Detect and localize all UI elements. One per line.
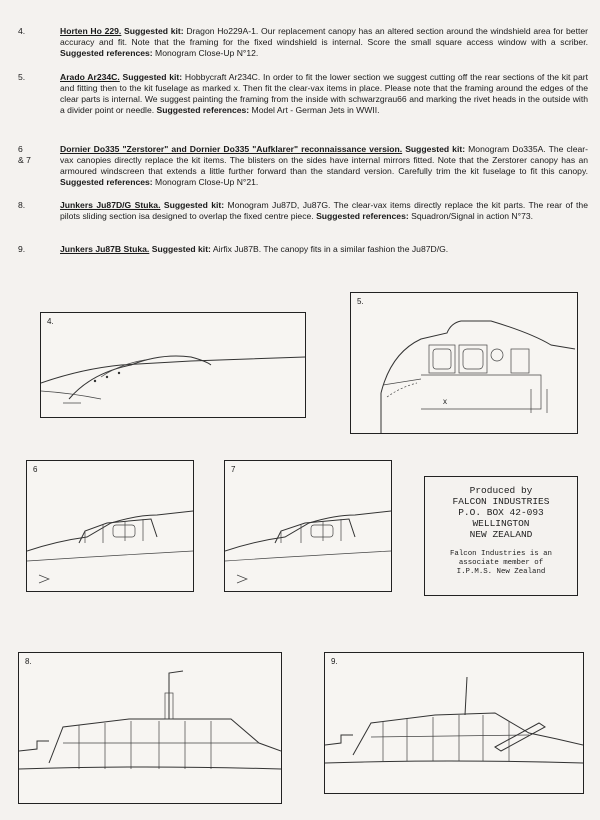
instruction-entry-5 [18, 72, 588, 132]
stamp-po-box: P.O. BOX 42-093 [458, 507, 544, 518]
entry-title: Arado Ar234C. [60, 72, 120, 82]
ref-label: Suggested references: [156, 105, 250, 115]
entry-text: Dragon Ho229A-1. Our replacement canopy has an altered section around the windshield area for better accuracy and fit. Note that the framing for the fixed windshield is internal. Score the small square access window with a scriber. [60, 26, 588, 47]
stamp-country: NEW ZEALAND [469, 529, 533, 540]
diagram-panel-7 [224, 460, 392, 592]
arado-cockpit-drawing [351, 293, 577, 433]
panel-label: 5. [357, 297, 364, 306]
stamp-produced-by: Produced by [469, 485, 533, 496]
panel-label: 9. [331, 657, 338, 666]
panel-label: 8. [25, 657, 32, 666]
do335-aufklarer-drawing [225, 461, 391, 591]
entry-body [60, 200, 588, 222]
diagram-panel-9 [324, 652, 584, 794]
diagram-panel-4 [40, 312, 306, 418]
kit-label: Suggested kit: [160, 200, 225, 210]
ref-text: Squadron/Signal in action N°73. [408, 211, 534, 221]
entry-body [60, 72, 588, 116]
do335-zerstorer-drawing [27, 461, 193, 591]
entry-title: Junkers Ju87B Stuka. [60, 244, 150, 254]
stamp-note-line2: associate member of [458, 559, 544, 567]
entry-text: Monogram Ju87D, Ju87G. The clear-vax items directly replace the kit parts. The rear of the pilots sliding section isa designed to overlap the fixed centre piece. [60, 200, 588, 221]
instruction-entry-6-7 [18, 144, 588, 192]
stamp-note-line1: Falcon Industries is an [449, 550, 552, 558]
entry-text: Airfix Ju87B. The canopy fits in a similar fashion the Ju87D/G. [210, 244, 449, 254]
diagram-panel-6 [26, 460, 194, 592]
entry-title: Dornier Do335 "Zerstorer" and Dornier Do335 "Aufklarer" reconnaissance version. [60, 144, 403, 154]
entry-body [60, 244, 588, 255]
ref-text: Monogram Close-Up N°12. [152, 48, 259, 58]
entry-number-second: & 7 [18, 155, 31, 165]
x-mark: x [443, 397, 447, 406]
entry-number: 8. [18, 200, 26, 210]
diagram-panel-5 [350, 292, 578, 434]
stamp-note-line3: I.P.M.S. New Zealand [456, 568, 546, 576]
stamp-company: FALCON INDUSTRIES [452, 496, 550, 507]
entry-text: Hobbycraft Ar234C. In order to fit the lower section we suggest cutting off the rear sections of the kit part and fitting then to the kit fuselage as marked x. Then fit the clear-vax items in place. Please note that the framing around the edges of the clear parts is internal. We suggest painting the framing from the inside with schwarzgrau66 and marking the rivet heads in the outside with a divider point or needle. [60, 72, 588, 115]
instruction-entry-4 [18, 26, 588, 62]
panel-label: 7 [231, 465, 236, 474]
entry-title: Junkers Ju87D/G Stuka. [60, 200, 161, 210]
kit-label: Suggested kit: [402, 144, 466, 154]
entry-number: 4. [18, 26, 26, 36]
stamp-city: WELLINGTON [472, 518, 530, 529]
kit-label: Suggested kit: [119, 72, 183, 82]
ref-text: Monogram Close-Up N°21. [152, 177, 259, 187]
instruction-entry-9 [18, 244, 588, 258]
entry-number: 6 [18, 144, 23, 154]
instruction-entry-8 [18, 200, 588, 236]
ref-label: Suggested references: [60, 48, 153, 58]
entry-body [60, 26, 588, 59]
ref-label: Suggested references: [316, 211, 409, 221]
kit-label: Suggested kit: [149, 244, 211, 254]
kit-label: Suggested kit: [121, 26, 184, 36]
ref-text: Model Art - German Jets in WWII. [249, 105, 380, 115]
ju87b-canopy-drawing [325, 653, 583, 793]
entry-text: Monogram Do335A. The clear-vax canopies directly replace the kit items. The blisters on the sides have internal mirrors fitted. Note that the Zerstorer canopy has an armoured windscreen that extends a little further forward than the standard version. Carefully trim the kit fuselage to fit this canopy. [60, 144, 588, 176]
entry-number: 5. [18, 72, 26, 82]
panel-label: 6 [33, 465, 38, 474]
horten-canopy-drawing [41, 313, 305, 417]
diagram-panel-8 [18, 652, 282, 804]
entry-body [60, 144, 588, 188]
ju87dg-canopy-drawing [19, 653, 281, 803]
entry-number: 9. [18, 244, 26, 254]
ref-label: Suggested references: [60, 177, 153, 187]
falcon-industries-stamp [424, 476, 578, 596]
entry-title: Horten Ho 229. [60, 26, 122, 36]
panel-label: 4. [47, 317, 54, 326]
